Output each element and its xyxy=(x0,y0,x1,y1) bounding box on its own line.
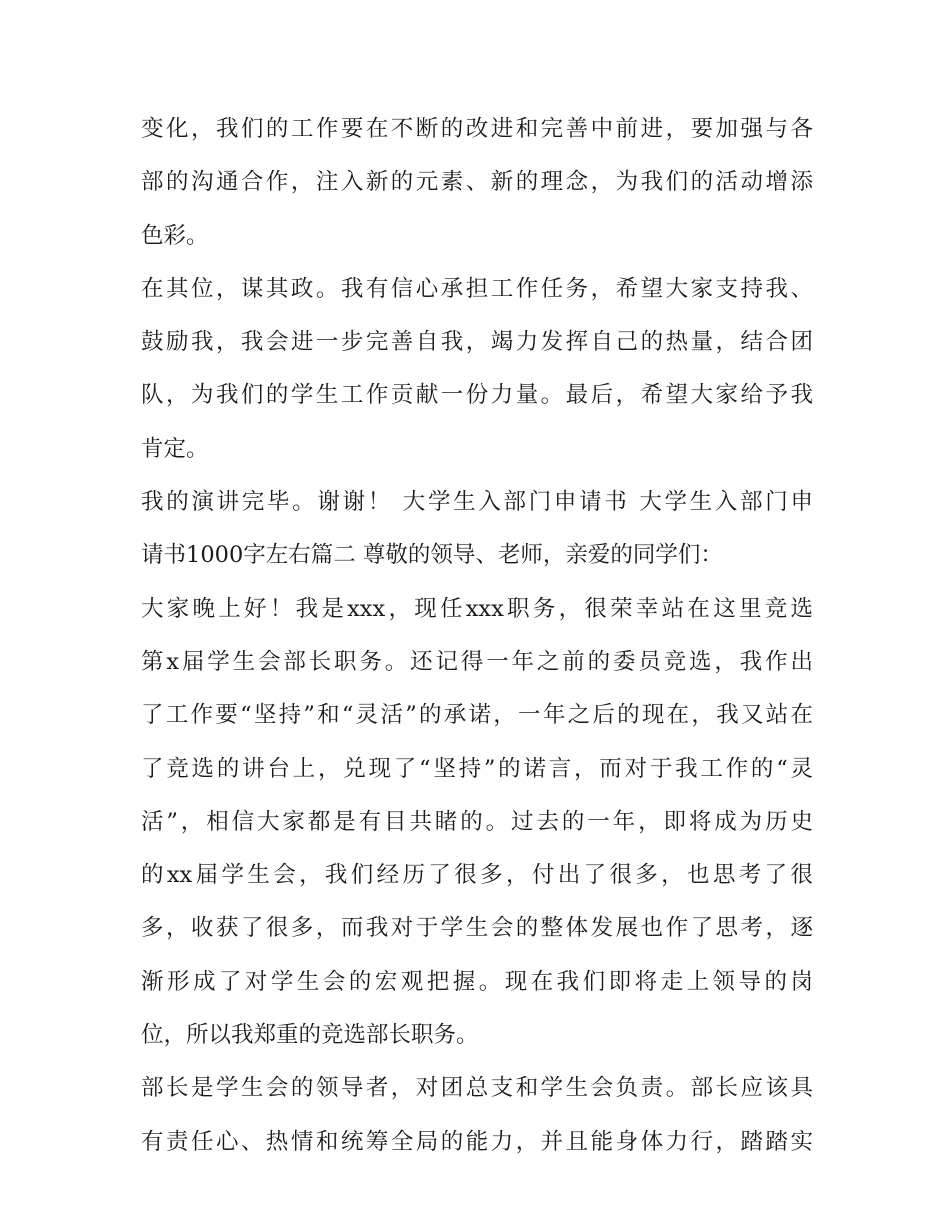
text-line: 多，收获了很多，而我对于学生会的整体发展也作了思考，逐 xyxy=(141,915,813,942)
text-line: 第x届学生会部长职务。还记得一年之前的委员竞选，我作出 xyxy=(141,648,813,675)
text-line: 肯定。 xyxy=(141,435,209,462)
text-line: 活”，相信大家都是有目共睹的。过去的一年，即将成为历史 xyxy=(141,808,813,835)
text-line: 大家晚上好！我是xxx，现任xxx职务，很荣幸站在这里竞选 xyxy=(141,595,813,622)
text-line: 位，所以我郑重的竞选部长职务。 xyxy=(141,1022,479,1049)
text-line: 队，为我们的学生工作贡献一份力量。最后，希望大家给予我 xyxy=(141,382,813,409)
text-line: 的xx届学生会，我们经历了很多，付出了很多，也思考了很 xyxy=(141,862,813,889)
document-body xyxy=(141,103,813,1169)
text-line: 在其位，谋其政。我有信心承担工作任务，希望大家支持我、 xyxy=(141,275,813,302)
text-line: 部长是学生会的领导者，对团总支和学生会负责。部长应该具 xyxy=(141,1075,813,1102)
text-line: 色彩。 xyxy=(141,222,209,249)
text-line: 变化，我们的工作要在不断的改进和完善中前进，要加强与各 xyxy=(141,116,813,142)
text-line: 请书1000字左右篇二 尊敬的领导、老师，亲爱的同学们： xyxy=(141,542,723,569)
text-line: 渐形成了对学生会的宏观把握。现在我们即将走上领导的岗 xyxy=(141,968,813,995)
text-line: 鼓励我，我会进一步完善自我，竭力发挥自己的热量，结合团 xyxy=(141,329,813,356)
text-line: 有责任心、热情和统筹全局的能力，并且能身体力行，踏踏实 xyxy=(141,1128,813,1155)
text-line: 了竞选的讲台上，兑现了“坚持”的诺言，而对于我工作的“灵 xyxy=(141,755,813,782)
text-line: 了工作要“坚持”和“灵活”的承诺，一年之后的现在，我又站在 xyxy=(141,702,813,729)
text-line: 部的沟通合作，注入新的元素、新的理念，为我们的活动增添 xyxy=(141,169,813,196)
text-line: 我的演讲完毕。谢谢！ 大学生入部门申请书 大学生入部门申 xyxy=(141,489,813,516)
